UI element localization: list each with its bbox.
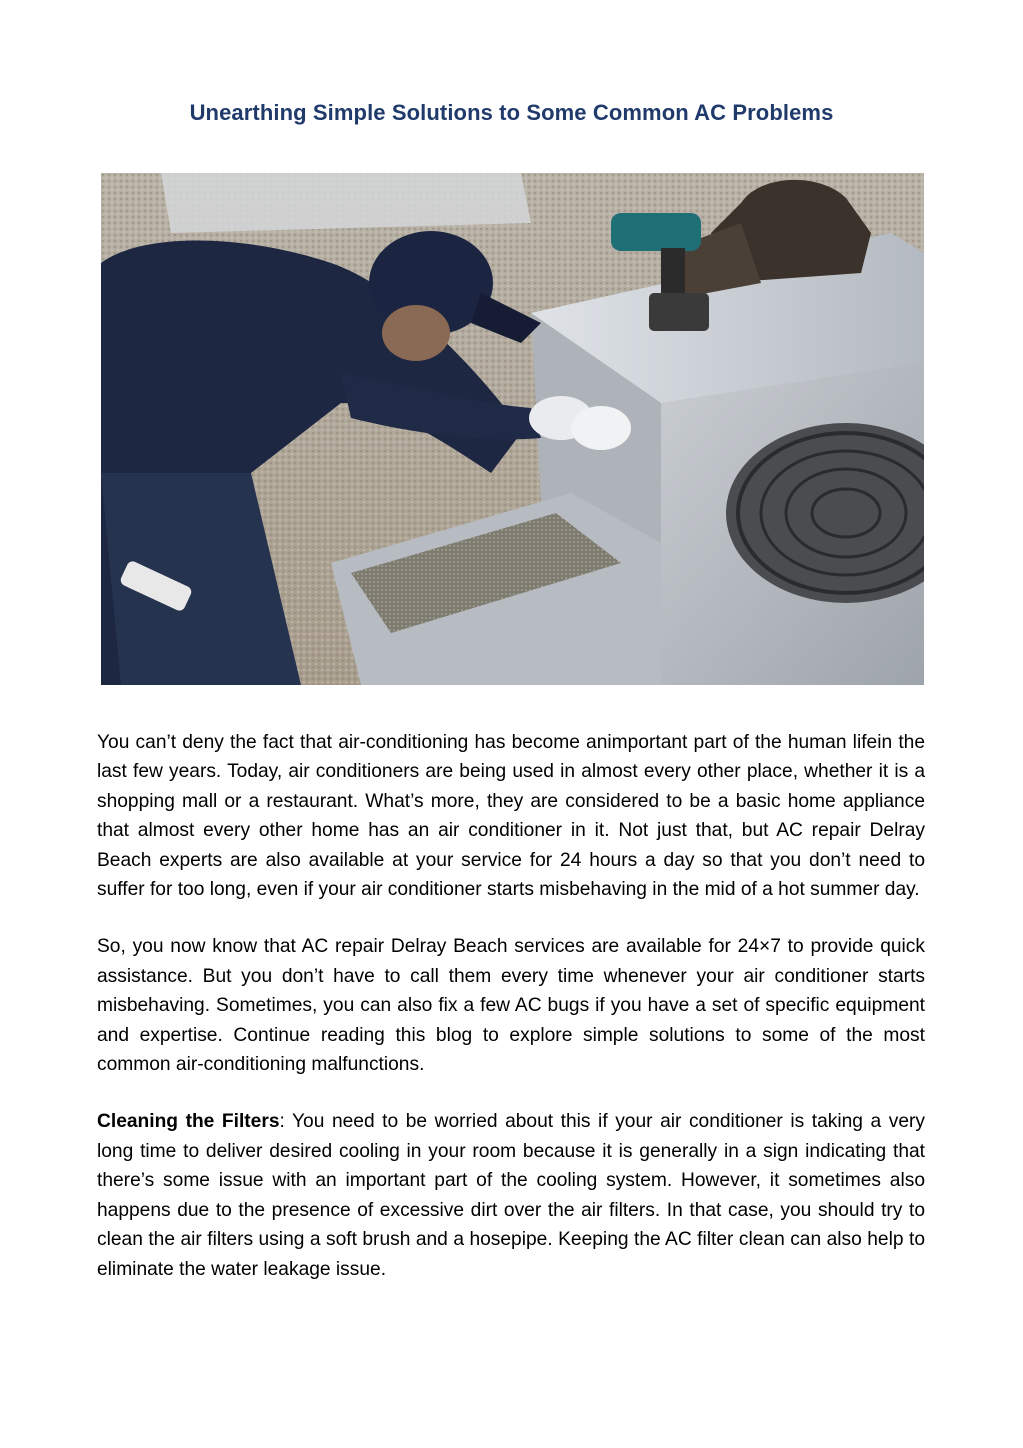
paragraph-services xyxy=(97,932,925,1079)
paragraph-intro xyxy=(97,728,925,904)
cleaning-filters-text: : You need to be worried about this if your air conditioner is taking a very long time to deliver desired cooling in your room because it is generally in a sign indicating that there’s some issue with an important part of the cooling system. However, it sometimes also happens due to the presence of excessive dirt over the air filters. In that case, you should try to clean the air filters using a soft brush and a hosepipe. Keeping the AC filter clean can also help to eliminate the water leakage issue. xyxy=(97,1111,925,1280)
page-title: Unearthing Simple Solutions to Some Common AC Problems xyxy=(189,100,834,125)
paragraph-services-text: So, you now know that AC repair Delray Beach services are available for 24×7 to provide quick assistance. But you don’t have to call them every time whenever your air conditioner starts misbehaving. Sometimes, you can also fix a few AC bugs if you have a set of specific equipment and expertise. Continue reading this blog to explore simple solutions to some of the most common air-conditioning malfunctions. xyxy=(97,936,925,1076)
technician-repairing-ac-unit-photo-icon xyxy=(101,173,924,685)
paragraph-cleaning-filters xyxy=(97,1107,925,1283)
technician-ac-photo xyxy=(101,173,924,685)
cleaning-filters-heading: Cleaning the Filters xyxy=(97,1111,280,1133)
article-body xyxy=(97,728,925,1312)
paragraph-intro-text: You can’t deny the fact that air-conditioning has become animportant part of the human lifein the last few years. Today, air conditioners are being used in almost every other place, whether it is a shopping mall or a restaurant. What’s more, they are considered to be a basic home appliance that almost every other home has an air conditioner in it. Not just that, but AC repair Delray Beach experts are also available at your service for 24 hours a day so that you don’t need to suffer for too long, even if your air conditioner starts misbehaving in the mid of a hot summer day. xyxy=(97,732,925,901)
